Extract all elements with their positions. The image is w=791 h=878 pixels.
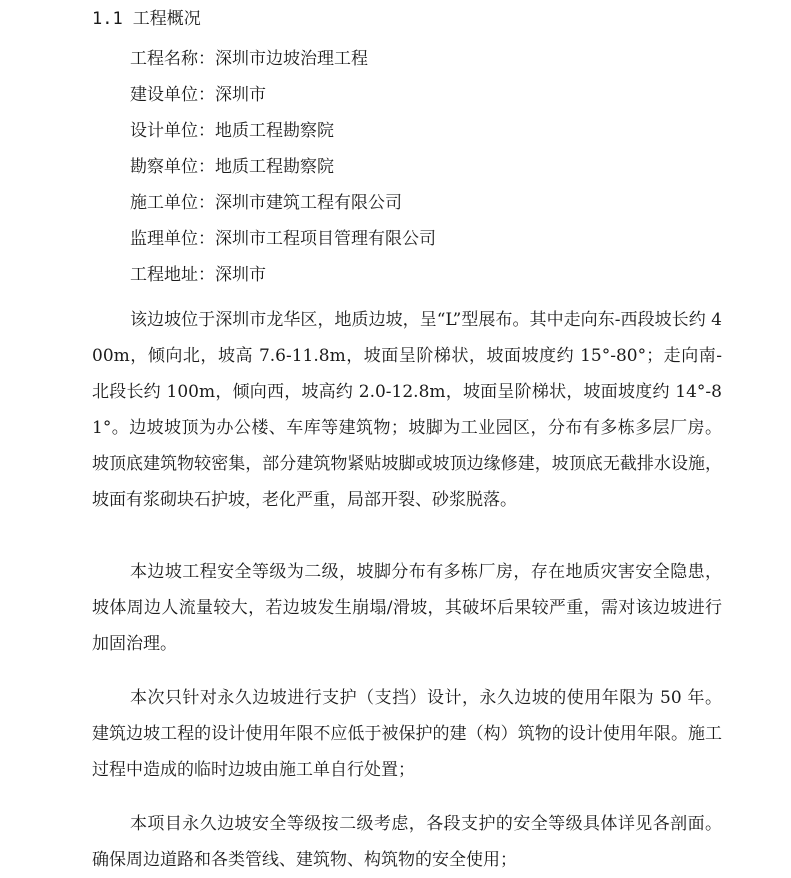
- paragraph-support-safety: 本项目永久边坡安全等级按二级考虑，各段支护的安全等级具体详见各剖面。确保周边道路和各类管线、建筑物、构筑物的安全使用；: [92, 814, 722, 870]
- info-value: 深圳市: [215, 265, 266, 285]
- info-row-project-name: [130, 48, 368, 70]
- info-value: 地质工程勘察院: [215, 157, 334, 177]
- section-title: 工程概况: [132, 9, 201, 29]
- info-value: 深圳市建筑工程有限公司: [215, 193, 402, 213]
- info-label: 监理单位：: [130, 229, 215, 249]
- info-label: 建设单位：: [130, 85, 215, 105]
- info-row-project-address: [130, 264, 266, 286]
- paragraph-design-life: 本次只针对永久边坡进行支护（支挡）设计，永久边坡的使用年限为 50 年。建筑边坡工程的设计使用年限不应低于被保护的建（构）筑物的设计使用年限。施工过程中造成的临时边坡由施工单自行处置；: [92, 688, 722, 780]
- info-label: 施工单位：: [130, 193, 215, 213]
- info-row-supervision-unit: [130, 228, 436, 250]
- info-value: 深圳市: [215, 85, 266, 105]
- info-label: 勘察单位：: [130, 157, 215, 177]
- info-row-survey-unit: [130, 156, 334, 178]
- info-value: 地质工程勘察院: [215, 121, 334, 141]
- paragraph-safety-grade: 本边坡工程安全等级为二级，坡脚分布有多栋厂房，存在地质灾害安全隐患，坡体周边人流量较大，若边坡发生崩塌/滑坡，其破坏后果较严重，需对该边坡进行加固治理。: [92, 562, 722, 654]
- info-row-builder-unit: [130, 192, 402, 214]
- info-value: 深圳市工程项目管理有限公司: [215, 229, 436, 249]
- section-heading: [92, 8, 201, 30]
- info-label: 工程地址：: [130, 265, 215, 285]
- info-label: 设计单位：: [130, 121, 215, 141]
- info-row-construction-unit: [130, 84, 266, 106]
- section-number: 1.1: [92, 9, 123, 29]
- info-row-design-unit: [130, 120, 334, 142]
- paragraph-slope-description: 该边坡位于深圳市龙华区，地质边坡，呈“L”型展布。其中走向东-西段坡长约 400m，倾向北，坡高 7.6-11.8m，坡面呈阶梯状，坡面坡度约 15°-80°；走向南-北段长约 100m，倾向西，坡高约 2.0-12.8m，坡面呈阶梯状，坡面坡度约 14°-81°。边坡坡顶为办公楼、车库等建筑物；坡脚为工业园区，分布有多栋多层厂房。坡顶底建筑物较密集，部分建筑物紧贴坡脚或坡顶边缘修建，坡顶底无截排水设施，坡面有浆砌块石护坡，老化严重，局部开裂、砂浆脱落。: [92, 310, 722, 510]
- info-value: 深圳市边坡治理工程: [215, 49, 368, 69]
- info-label: 工程名称：: [130, 49, 215, 69]
